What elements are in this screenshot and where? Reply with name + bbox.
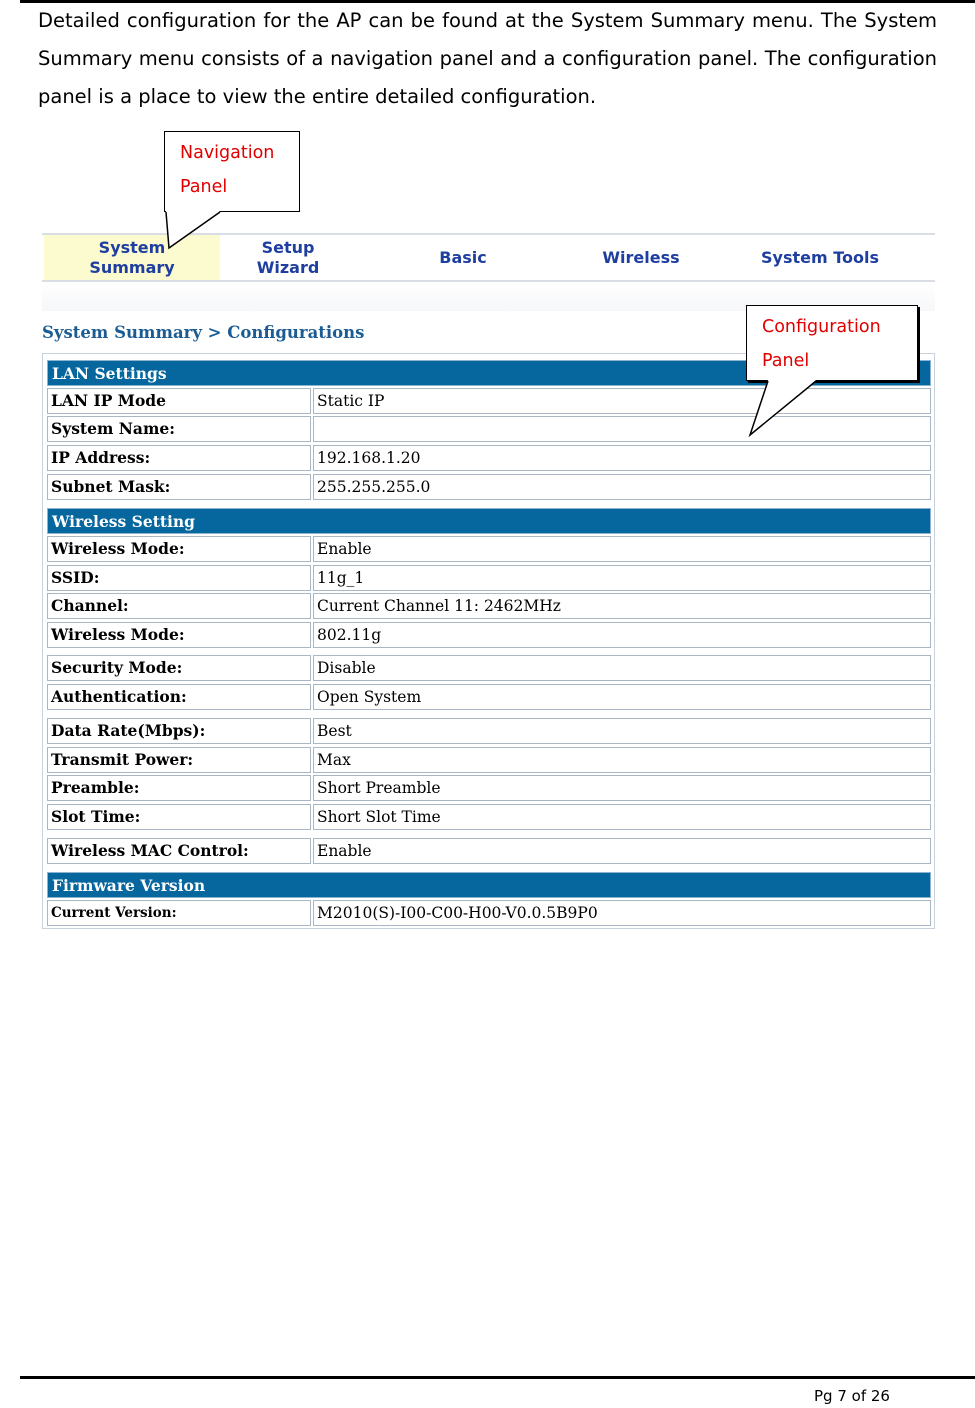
table-row bbox=[47, 718, 931, 744]
table-row bbox=[47, 804, 931, 830]
table-row bbox=[47, 565, 931, 591]
breadcrumb: System Summary > Configurations bbox=[42, 323, 365, 342]
row-label: Authentication: bbox=[47, 684, 311, 710]
intro-paragraph: Detailed configuration for the AP can be found at the System Summary menu. The System Summary menu consists of a navigation panel and a configuration panel. The configuration panel is a place to view the entire detailed configuration. bbox=[38, 9, 937, 108]
nav-system-summary-line1: System bbox=[98, 237, 166, 257]
table-row bbox=[47, 838, 931, 864]
navigation-callout-pointer bbox=[160, 205, 230, 255]
row-label: Wireless Mode: bbox=[47, 622, 311, 648]
configuration-panel-callout bbox=[746, 305, 918, 381]
row-label: Slot Time: bbox=[47, 804, 311, 830]
footer-rule bbox=[20, 1376, 975, 1379]
row-label: LAN IP Mode bbox=[47, 388, 311, 414]
row-label: Transmit Power: bbox=[47, 747, 311, 773]
nav-system-summary-line2: Summary bbox=[89, 257, 175, 277]
row-label: Wireless Mode: bbox=[47, 536, 311, 562]
row-value: 11g_1 bbox=[313, 565, 931, 591]
table-row bbox=[47, 900, 931, 926]
callout-text-line1: Navigation bbox=[180, 143, 275, 163]
row-label: Preamble: bbox=[47, 775, 311, 801]
row-label: System Name: bbox=[47, 416, 311, 442]
table-row bbox=[47, 445, 931, 471]
section-header-lan-settings: LAN Settings bbox=[47, 360, 931, 386]
nav-setup-wizard[interactable]: Setup Wizard bbox=[256, 237, 320, 277]
table-row bbox=[47, 684, 931, 710]
row-label: Subnet Mask: bbox=[47, 474, 311, 500]
row-value: Short Slot Time bbox=[313, 804, 931, 830]
row-label: Wireless MAC Control: bbox=[47, 838, 311, 864]
row-value: Disable bbox=[313, 655, 931, 681]
callout-text-line2: Panel bbox=[762, 351, 810, 371]
table-row bbox=[47, 622, 931, 648]
page-number: Pg 7 of 26 bbox=[814, 1387, 890, 1405]
row-value: Enable bbox=[313, 838, 931, 864]
row-label: Data Rate(Mbps): bbox=[47, 718, 311, 744]
table-row bbox=[47, 593, 931, 619]
nav-system-tools[interactable]: System Tools bbox=[761, 247, 879, 267]
table-row bbox=[47, 747, 931, 773]
navigation-panel-callout bbox=[164, 131, 300, 212]
table-row bbox=[47, 474, 931, 500]
row-label: IP Address: bbox=[47, 445, 311, 471]
row-value: 802.11g bbox=[313, 622, 931, 648]
row-label: SSID: bbox=[47, 565, 311, 591]
row-value: Current Channel 11: 2462MHz bbox=[313, 593, 931, 619]
row-value: Best bbox=[313, 718, 931, 744]
nav-wireless[interactable]: Wireless bbox=[602, 247, 680, 267]
row-value: 255.255.255.0 bbox=[313, 474, 931, 500]
row-value: M2010(S)-I00-C00-H00-V0.0.5B9P0 bbox=[313, 900, 931, 926]
row-value: Max bbox=[313, 747, 931, 773]
row-label: Security Mode: bbox=[47, 655, 311, 681]
configuration-callout-pointer bbox=[744, 374, 824, 440]
row-value: Static IP bbox=[313, 388, 931, 414]
nav-basic[interactable]: Basic bbox=[439, 247, 487, 267]
section-header-firmware-version: Firmware Version bbox=[47, 872, 931, 898]
row-value: Short Preamble bbox=[313, 775, 931, 801]
table-row bbox=[47, 655, 931, 681]
table-row bbox=[47, 536, 931, 562]
table-row bbox=[47, 775, 931, 801]
row-label: Channel: bbox=[47, 593, 311, 619]
section-header-wireless-setting: Wireless Setting bbox=[47, 508, 931, 534]
row-value: Open System bbox=[313, 684, 931, 710]
row-value: Enable bbox=[313, 536, 931, 562]
row-value: 192.168.1.20 bbox=[313, 445, 931, 471]
callout-text-line1: Configuration bbox=[762, 317, 881, 337]
row-value bbox=[313, 416, 931, 442]
callout-text-line2: Panel bbox=[180, 177, 228, 197]
row-label: Current Version: bbox=[47, 900, 311, 926]
